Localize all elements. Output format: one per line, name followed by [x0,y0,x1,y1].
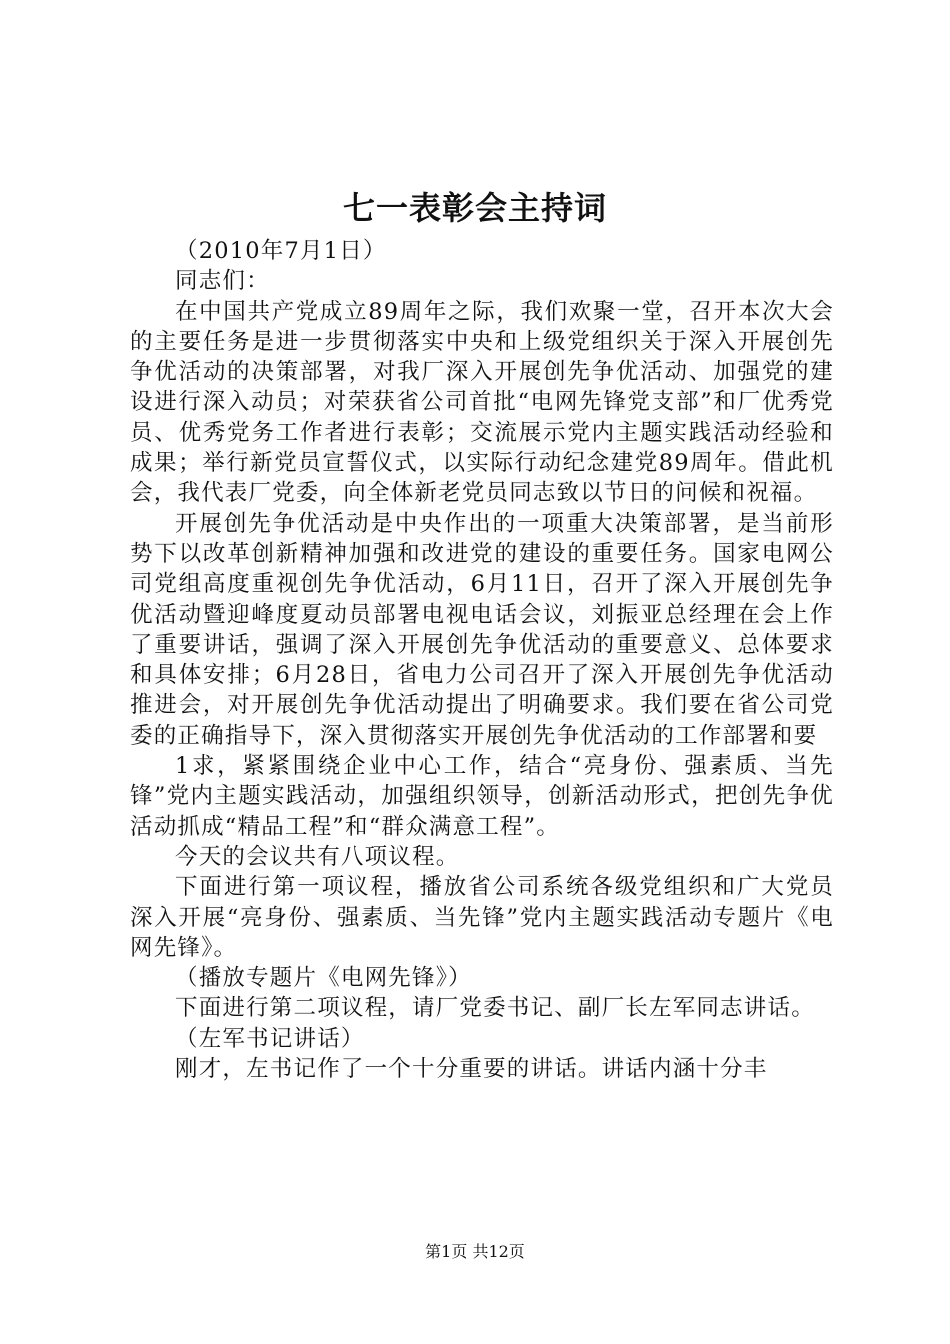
paragraph: 刚才，左书记作了一个十分重要的讲话。讲话内涵十分丰 [175,1056,768,1083]
paragraph: 开展创先争优活动是中央作出的一项重大决策部署，是当前形势下以改革创新精神加强和改进党的建设的重要任务。国家电网公司党组高度重视创先争优活动，6月11日，召开了深入开展创先争优活动暨迎峰度夏动员部署电视电话会议，刘振亚总经理在会上作了重要讲话，强调了深入开展创先争优活动的重要意义、总体要求和具体安排；6月28日，省电力公司召开了深入开展创先争优活动推进会，对开展创先争优活动提出了明确要求。我们要在省公司党委的正确指导下，深入贯彻落实开展创先争优活动的工作部署和要 [130,510,834,749]
document-body [130,236,834,1084]
paragraph: 下面进行第一项议程，播放省公司系统各级党组织和广大党员深入开展“亮身份、强素质、当先锋”党内主题实践活动专题片《电网先锋》。 [130,874,834,961]
paragraph: 今天的会议共有八项议程。 [175,843,460,870]
document-title: 七一表彰会主持词 [342,189,607,227]
date-line: （2010年7月1日） [175,238,387,264]
paragraph: 下面进行第二项议程，请厂党委书记、副厂长左军同志讲话。 [175,995,815,1022]
paragraph: 1求，紧紧围绕企业中心工作，结合“亮身份、强素质、当先锋”党内主题实践活动，加强组织领导，创新活动形式，把创先争优活动抓成“精品工程”和“群众满意工程”。 [130,753,834,840]
page-footer: 第1页 共12页 [425,1242,525,1261]
salutation: 同志们： [175,268,270,295]
stage-note: （播放专题片《电网先锋》） [175,965,472,992]
stage-note: （左军书记讲话） [175,1025,365,1052]
paragraph: 在中国共产党成立89周年之际，我们欢聚一堂，召开本次大会的主要任务是进一步贯彻落实中央和上级党组织关于深入开展创先争优活动的决策部署，对我厂深入开展创先争优活动、加强党的建设进行深入动员；对荣获省公司首批“电网先锋党支部”和厂优秀党员、优秀党务工作者进行表彰；交流展示党内主题实践活动经验和成果；举行新党员宣誓仪式，以实际行动纪念建党89周年。借此机会，我代表厂党委，向全体新老党员同志致以节日的问候和祝福。 [130,298,834,507]
